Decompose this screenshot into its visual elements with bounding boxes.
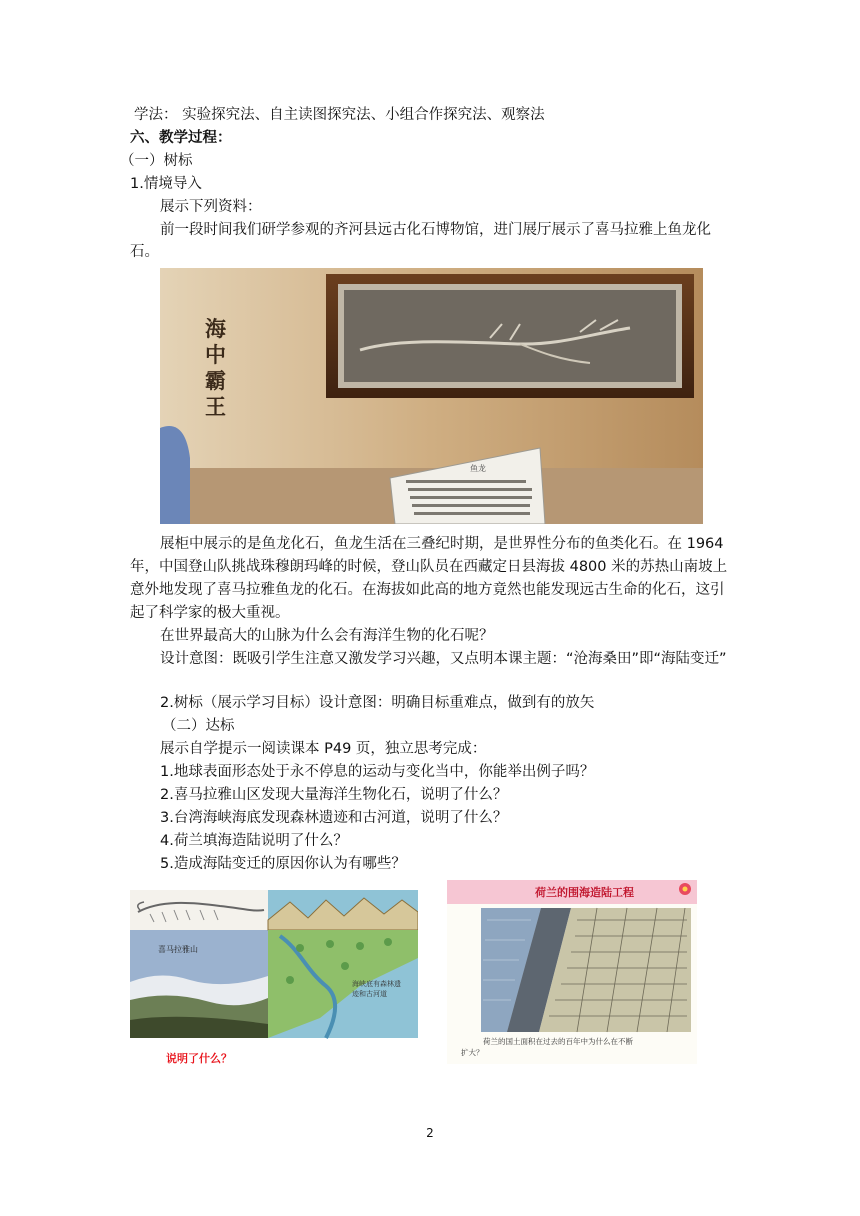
- wall-char-3: 霸: [205, 369, 226, 393]
- left-figure-caption: 说明了什么？: [166, 1052, 232, 1065]
- netherlands-reclamation-figure: [447, 880, 697, 1064]
- learning-method-line: 学法： 实验探究法、自主读图探究法、小组合作探究法、观察法: [134, 107, 545, 123]
- paragraph-ichthyosaur: 展柜中展示的是鱼龙化石，鱼龙生活在三叠纪时期，是世界性分布的鱼类化石。在 1964 年，中国登山队挑战珠穆朗玛峰的时候，登山队员在西藏定日县海拔 4800 米的苏热山南坡上意外地发现了喜马拉雅鱼龙的化石。在海拔如此高的地方竟然也能发现远古生命的化石，这引起了科学家的极大重视。: [130, 536, 728, 621]
- label-sea-line1: 海峡底有森林遗: [352, 980, 401, 988]
- right-caption-line2: 扩大？: [461, 1048, 484, 1057]
- self-study-line: 展示自学提示一阅读课本 P49 页，独立思考完成：: [160, 741, 487, 757]
- wall-char-4: 王: [205, 395, 226, 419]
- right-figure-title: 荷兰的围海造陆工程: [535, 886, 634, 899]
- plaque-title: 鱼龙: [470, 464, 486, 473]
- question-3: 3.台湾海峡海底发现森林遗迹和古河道，说明了什么？: [160, 810, 508, 826]
- wall-char-1: 海: [205, 317, 226, 341]
- right-caption-line1: 荷兰的国土面积在过去的百年中为什么在不断: [483, 1037, 633, 1046]
- part-heading-shubiao: （一）树标: [120, 153, 193, 169]
- museum-fossil-photo: [160, 268, 703, 524]
- paragraph-museum: 前一段时间我们研学参观的齐河县远古化石博物馆，进门展厅展示了喜马拉雅上鱼龙化石。: [130, 222, 711, 260]
- item-heading-situation: 1.情境导入: [130, 176, 202, 192]
- part-heading-dabiao: （二）达标: [162, 718, 235, 734]
- show-materials-line: 展示下列资料：: [160, 199, 262, 215]
- sea-land-change-figure: [130, 890, 418, 1072]
- question-5: 5.造成海陆变迁的原因你认为有哪些？: [160, 856, 406, 872]
- label-mountain: 喜马拉雅山: [158, 945, 198, 954]
- netherlands-figure-svg: [447, 880, 697, 1064]
- question-1: 1.地球表面形态处于永不停息的运动与变化当中，你能举出例子吗？: [160, 764, 595, 780]
- wall-char-2: 中: [205, 343, 226, 367]
- page-number: 2: [426, 1126, 434, 1140]
- section-heading-teaching-process: 六、教学过程：: [130, 130, 232, 146]
- design-intent-1: 设计意图：既吸引学生注意又激发学习兴趣，又点明本课主题：“沧海桑田”即“海陆变迁”: [160, 651, 727, 667]
- museum-photo-svg: [160, 268, 703, 524]
- item-heading-objectives: 2.树标（展示学习目标）设计意图：明确目标重难点，做到有的放矢: [160, 695, 595, 711]
- question-2: 2.喜马拉雅山区发现大量海洋生物化石，说明了什么？: [160, 787, 508, 803]
- question-line: 在世界最高大的山脉为什么会有海洋生物的化石呢？: [160, 628, 494, 644]
- question-4: 4.荷兰填海造陆说明了什么？: [160, 833, 348, 849]
- sea-land-figure-svg: [130, 890, 418, 1072]
- label-sea-line2: 迹和古河道: [352, 990, 387, 998]
